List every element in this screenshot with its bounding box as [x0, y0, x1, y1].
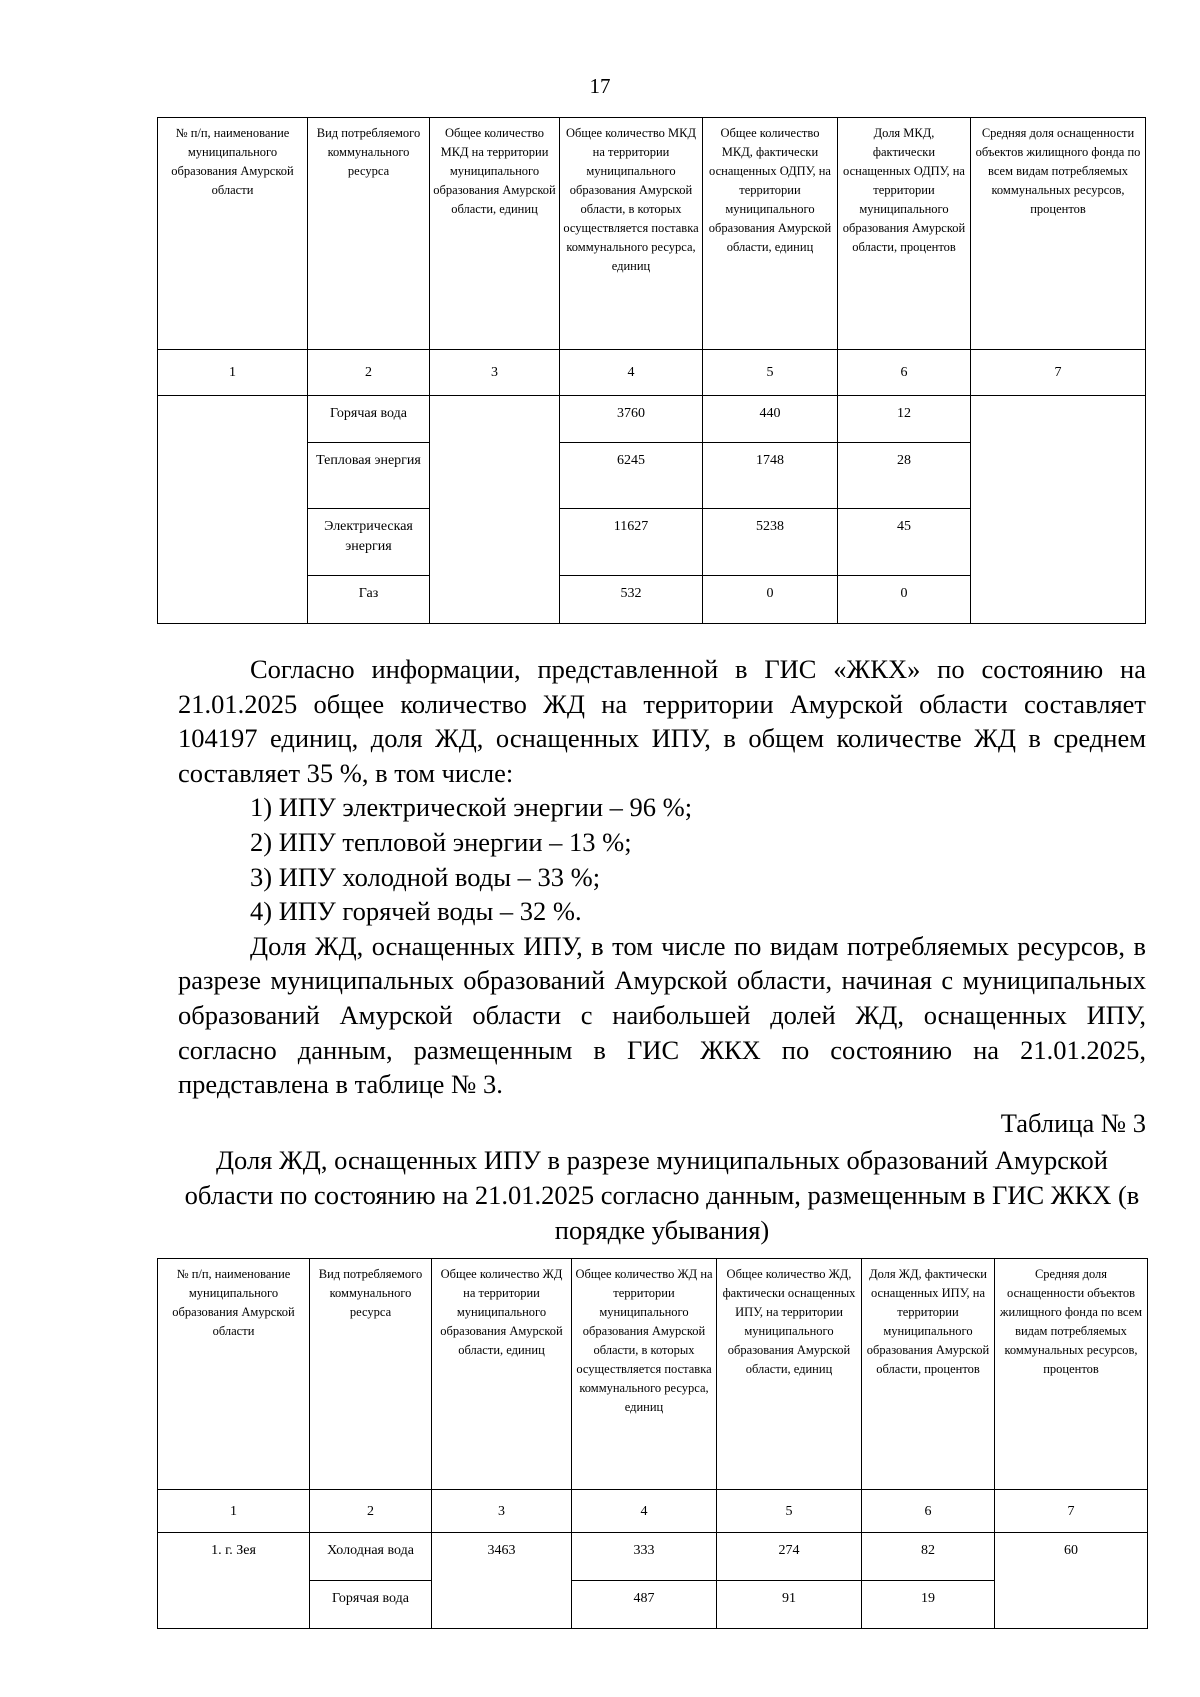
- resource-cell: Горячая вода: [308, 396, 430, 443]
- value-cell: 0: [838, 576, 971, 624]
- column-number: 4: [572, 1490, 717, 1533]
- header-cell: Общее количество МКД на территории муниципального образования Амурской области, единиц: [430, 118, 560, 350]
- header-cell: Средняя доля оснащенности объектов жилищного фонда по всем видам потребляемых коммунальных ресурсов, процентов: [971, 118, 1146, 350]
- value-cell: 28: [838, 443, 971, 509]
- table-title: Доля ЖД, оснащенных ИПУ в разрезе муниципальных образований Амурской области по состоянию на 21.01.2025 согласно данным, размещенным в ГИС ЖКХ (в порядке убывания): [184, 1145, 1140, 1245]
- table-header-row: [158, 118, 1146, 350]
- header-cell: Общее количество ЖД на территории муниципального образования Амурской области, единиц: [432, 1259, 572, 1490]
- header-cell: Средняя доля оснащенности объектов жилищного фонда по всем видам потребляемых коммунальных ресурсов, процентов: [995, 1259, 1148, 1490]
- zd-table: [157, 1258, 1148, 1629]
- value-cell: 532: [560, 576, 703, 624]
- table-row: [158, 1533, 1148, 1581]
- header-cell: Вид потребляемого коммунального ресурса: [310, 1259, 432, 1490]
- header-cell: Доля ЖД, фактически оснащенных ИПУ, на территории муниципального образования Амурской области, процентов: [862, 1259, 995, 1490]
- column-number: 6: [862, 1490, 995, 1533]
- column-number: 5: [717, 1490, 862, 1533]
- value-cell: 19: [862, 1581, 995, 1629]
- resource-cell: Холодная вода: [310, 1533, 432, 1581]
- table-label: Таблица № 3: [1000, 1108, 1146, 1138]
- value-cell: 274: [717, 1533, 862, 1581]
- column-number: 3: [432, 1490, 572, 1533]
- value-cell: 487: [572, 1581, 717, 1629]
- table-header-row: [158, 1259, 1148, 1490]
- resource-cell: Тепловая энергия: [308, 443, 430, 509]
- header-cell: Общее количество ЖД на территории муниципального образования Амурской области, в которых осуществляется поставка коммунального ресурса, единиц: [572, 1259, 717, 1490]
- value-cell: 45: [838, 509, 971, 576]
- avg-share-cell: 60: [995, 1533, 1148, 1629]
- municipality-cell: 1. г. Зея: [158, 1533, 310, 1629]
- paragraph: Согласно информации, представленной в ГИС «ЖКХ» по состоянию на 21.01.2025 общее количество ЖД на территории Амурской области составляет 104197 единиц, доля ЖД, оснащенных ИПУ, в общем количестве ЖД в среднем составляет 35 %, в том числе:: [178, 654, 1146, 788]
- total-mkd-cell: [430, 396, 560, 624]
- column-number: 5: [703, 350, 838, 396]
- header-cell: Общее количество МКД, фактически оснащенных ОДПУ, на территории муниципального образования Амурской области, единиц: [703, 118, 838, 350]
- value-cell: 5238: [703, 509, 838, 576]
- value-cell: 82: [862, 1533, 995, 1581]
- list-item: 2) ИПУ тепловой энергии – 13 %;: [250, 826, 632, 857]
- column-number: 4: [560, 350, 703, 396]
- column-number-row: [158, 350, 1146, 396]
- column-number: 7: [971, 350, 1146, 396]
- resource-cell: Электрическая энергия: [308, 509, 430, 576]
- header-cell: Доля МКД, фактически оснащенных ОДПУ, на территории муниципального образования Амурской области, процентов: [838, 118, 971, 350]
- resource-cell: Горячая вода: [310, 1581, 432, 1629]
- value-cell: 6245: [560, 443, 703, 509]
- value-cell: 91: [717, 1581, 862, 1629]
- header-cell: № п/п, наименование муниципального образования Амурской области: [158, 1259, 310, 1490]
- header-cell: № п/п, наименование муниципального образования Амурской области: [158, 118, 308, 350]
- column-number: 1: [158, 350, 308, 396]
- list-item: 3) ИПУ холодной воды – 33 %;: [250, 861, 601, 892]
- list-item: 1) ИПУ электрической энергии – 96 %;: [250, 792, 693, 823]
- value-cell: 3760: [560, 396, 703, 443]
- column-number: 2: [310, 1490, 432, 1533]
- column-number: 6: [838, 350, 971, 396]
- column-number-row: [158, 1490, 1148, 1533]
- resource-cell: Газ: [308, 576, 430, 624]
- value-cell: 440: [703, 396, 838, 443]
- header-cell: Общее количество МКД на территории муниципального образования Амурской области, в которых осуществляется поставка коммунального ресурса, единиц: [560, 118, 703, 350]
- column-number: 7: [995, 1490, 1148, 1533]
- list-item: 4) ИПУ горячей воды – 32 %.: [250, 896, 582, 927]
- mkd-table: [157, 117, 1146, 624]
- body-text: [178, 652, 1146, 1102]
- value-cell: 12: [838, 396, 971, 443]
- avg-share-cell: [971, 396, 1146, 624]
- value-cell: 11627: [560, 509, 703, 576]
- municipality-cell: [158, 396, 308, 624]
- column-number: 2: [308, 350, 430, 396]
- value-cell: 333: [572, 1533, 717, 1581]
- column-number: 1: [158, 1490, 310, 1533]
- header-cell: Общее количество ЖД, фактически оснащенных ИПУ, на территории муниципального образования Амурской области, единиц: [717, 1259, 862, 1490]
- header-cell: Вид потребляемого коммунального ресурса: [308, 118, 430, 350]
- paragraph: Доля ЖД, оснащенных ИПУ, в том числе по видам потребляемых ресурсов, в разрезе муниципальных образований Амурской области, начиная с муниципальных образований Амурской области с наибольшей долей ЖД, оснащенных ИПУ, согласно данным, размещенным в ГИС ЖКХ по состоянию на 21.01.2025, представлена в таблице № 3.: [178, 930, 1146, 1100]
- value-cell: 0: [703, 576, 838, 624]
- column-number: 3: [430, 350, 560, 396]
- total-zd-cell: 3463: [432, 1533, 572, 1629]
- table-row: [158, 396, 1146, 443]
- page-number: 17: [589, 74, 611, 98]
- value-cell: 1748: [703, 443, 838, 509]
